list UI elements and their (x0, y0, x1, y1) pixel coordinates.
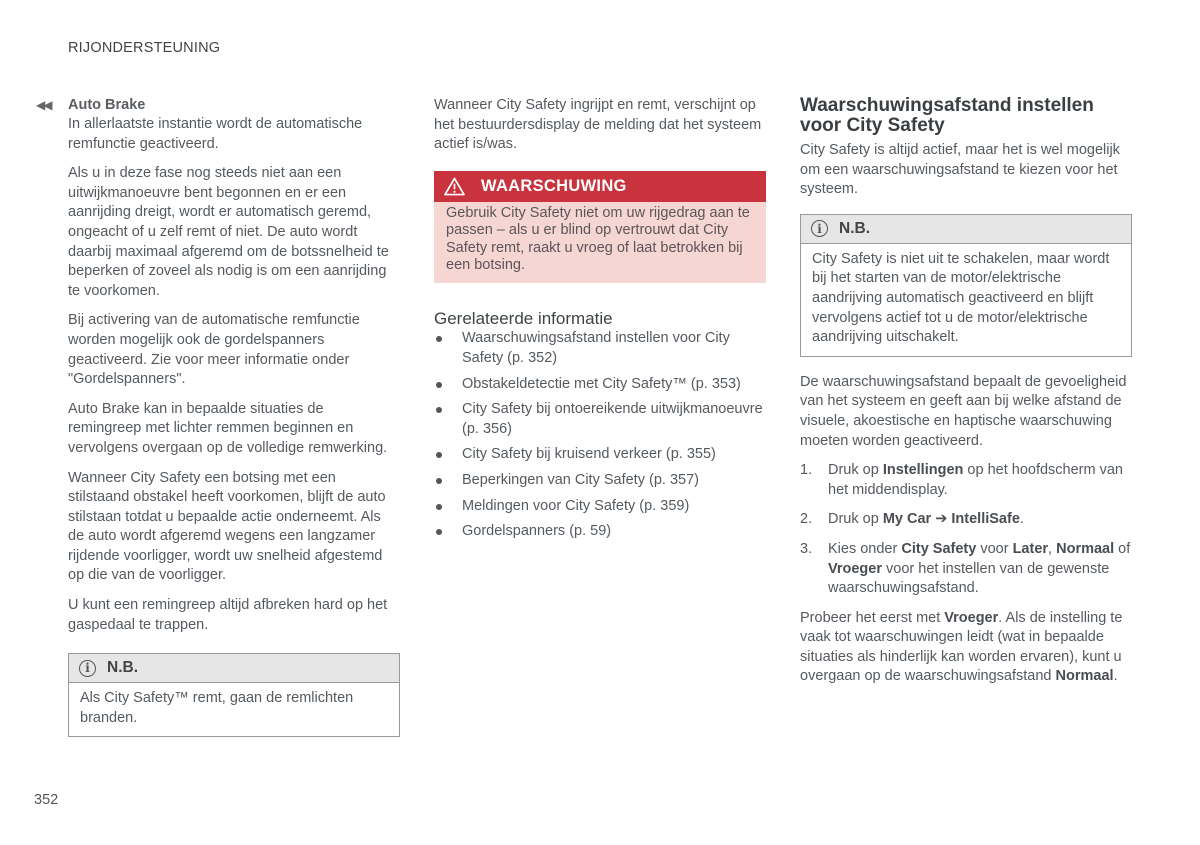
paragraph: Auto Brake kan in bepaalde situaties de remingreep met lichter remmen beginnen en vervolgens overgaan op de volledige remwerking. (68, 400, 388, 456)
warning-triangle-icon (444, 177, 465, 196)
info-icon: i (811, 220, 828, 237)
paragraph: De waarschuwingsafstand bepaalt de gevoeligheid van het systeem en geeft aan bij welke afstand de visuele, akoestische en haptische waarschuwing moeten worden geactiveerd. (800, 373, 1127, 449)
step-text: of (1114, 540, 1131, 557)
paragraph: Bij activering van de automatische remfunctie worden mogelijk ook de gordelspanners geactiveerd. Zie voor meer informatie onder "Gordelspanners". (68, 312, 360, 388)
final-paragraph (800, 609, 1132, 687)
step-number: 3. (800, 540, 813, 557)
note-text: City Safety is niet uit te schakelen, maar wordt bij het starten van de motor/elektrische aandrijving automatisch geactiveerd en blijft vervolgens actief tot u de motor/elektrische aandrijving uitschakelt. (812, 250, 1110, 346)
warning-text: Gebruik City Safety niet om uw rijgedrag aan te passen – als u er blind op vertrouwt dat City Safety remt, raakt u vroeg of laat betrokken bij een botsing. (434, 202, 766, 284)
step-text: Druk op (828, 511, 883, 528)
ui-label-instellingen: Instellingen (882, 462, 964, 479)
section-heading: Waarschuwingsafstand instellen voor City Safety (800, 95, 1094, 136)
intro-paragraph: Wanneer City Safety ingrijpt en remt, verschijnt op het bestuurdersdisplay de melding dat het systeem actief is/was. (434, 97, 762, 153)
text: . (1113, 668, 1118, 685)
related-link[interactable]: Meldingen voor City Safety (p. 359) (434, 497, 766, 517)
warning-title: WAARSCHUWING (481, 176, 627, 195)
info-icon: i (79, 660, 96, 677)
ui-label-normaal: Normaal (1055, 668, 1114, 685)
step-text: voor het instellen van de gewenste waarschuwingsafstand. (828, 560, 1110, 597)
note-text: Als City Safety™ remt, gaan de remlichten branden. (80, 690, 354, 726)
ui-label-later: Later (1012, 540, 1049, 557)
section-title: RIJONDERSTEUNING (68, 40, 221, 56)
related-link[interactable]: Waarschuwingsafstand instellen voor City Safety (p. 352) (434, 329, 766, 368)
note-title: N.B. (839, 219, 870, 237)
paragraph: Wanneer City Safety een botsing met een stilstaand obstakel heeft voorkomen, blijft de auto stilstaan totdat u bepaalde actie onderneemt. Als de auto wordt afgeremd wegens een langzamer rijdende voorligger, wordt uw snelheid afgestemd op die van de voorligger. (68, 469, 386, 584)
step-text: , (1048, 540, 1057, 557)
subhead-text: Auto Brake (68, 97, 146, 113)
ui-label-my-car: My Car (882, 511, 932, 528)
related-info-heading: Gerelateerde informatie (434, 309, 613, 329)
column-right (800, 96, 1132, 697)
column-left (36, 96, 400, 737)
step-3 (800, 540, 1132, 599)
ui-label-vroeger: Vroeger (944, 609, 999, 626)
right-arrow-icon: ➔ (931, 511, 952, 528)
step-text: . (1019, 511, 1024, 528)
paragraph: U kunt een remingreep altijd afbreken hard op het gaspedaal te trappen. (68, 597, 388, 633)
ui-label-normaal: Normaal (1056, 540, 1115, 557)
related-link[interactable]: Beperkingen van City Safety (p. 357) (434, 471, 766, 491)
note-title: N.B. (107, 659, 138, 677)
warning-header (434, 171, 766, 202)
intro-paragraph: City Safety is altijd actief, maar het is wel mogelijk om een waarschuwingsafstand te kiezen voor het systeem. (800, 142, 1120, 198)
paragraph: In allerlaatste instantie wordt de automatische remfunctie geactiveerd. (68, 116, 363, 152)
step-2 (800, 510, 1132, 530)
note-box (68, 653, 400, 737)
ui-label-vroeger: Vroeger (828, 560, 882, 577)
subheading-auto-brake (36, 96, 400, 115)
text: Probeer het eerst met (800, 609, 945, 626)
step-text: Kies onder (828, 540, 902, 557)
note-box (800, 214, 1132, 357)
note-header (801, 215, 1131, 244)
related-info-list (434, 329, 766, 541)
ui-label-city-safety: City Safety (901, 540, 977, 557)
paragraph: Als u in deze fase nog steeds niet aan een uitwijkmanoeuvre bent begonnen en er een aanrijding dreigt, wordt er automatisch geremd, ongeacht of u zelf remt of niet. De auto wordt daarbij maximaal afgeremd om de botssnelheid te beperken of zoveel als nodig is om een aanrijding te voorkomen. (68, 165, 389, 299)
step-text: op het hoofdscherm van het middendisplay. (828, 462, 1123, 498)
step-text: voor (976, 540, 1013, 557)
related-link[interactable]: City Safety bij kruisend verkeer (p. 355) (434, 445, 766, 465)
step-text: Druk op (828, 462, 883, 479)
page-number: 352 (34, 792, 59, 808)
ui-label-intellisafe: IntelliSafe (951, 511, 1020, 528)
column-middle (434, 96, 766, 548)
step-number: 2. (800, 511, 813, 528)
text: . Als de instelling te vaak tot waarschuwingen leidt (wat in bepaalde situaties als hinderlijk kan worden ervaren), kunt u overgaan op de waarschuwingsafstand (800, 609, 1123, 685)
related-link[interactable]: Obstakeldetectie met City Safety™ (p. 353) (434, 375, 766, 395)
step-number: 1. (800, 462, 813, 479)
related-link[interactable]: City Safety bij ontoereikende uitwijkmanoeuvre (p. 356) (434, 400, 766, 439)
step-1 (800, 461, 1132, 500)
steps-list (800, 461, 1132, 599)
note-header (69, 654, 399, 683)
warning-box (434, 171, 766, 284)
related-link[interactable]: Gordelspanners (p. 59) (434, 522, 766, 542)
double-left-arrow-icon: ◀◀ (36, 98, 51, 112)
